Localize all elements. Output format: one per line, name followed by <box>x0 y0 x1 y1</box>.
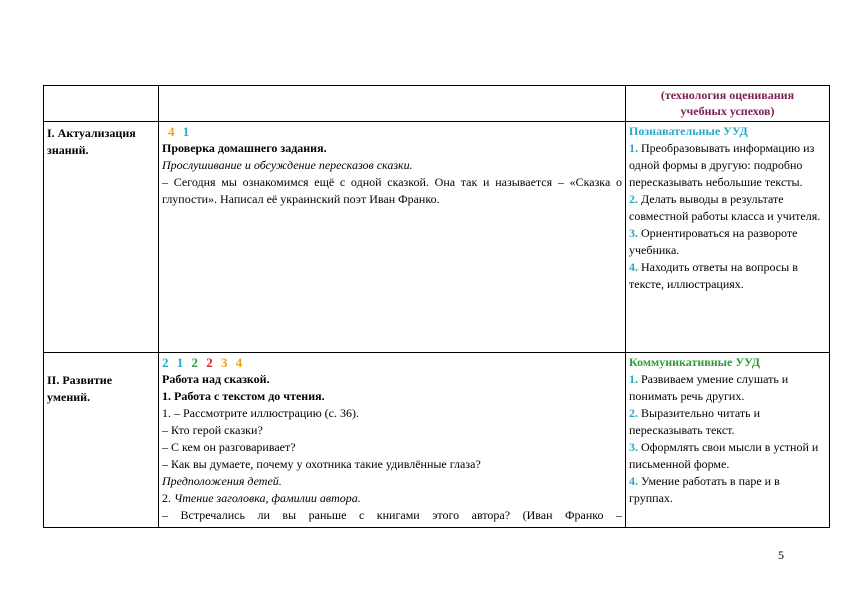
section-title: Проверка домашнего задания. <box>162 141 327 155</box>
uud-item: 4. Умение работать в паре и в группах. <box>629 474 780 505</box>
header-cell-uud <box>626 86 830 122</box>
table-row-development <box>44 353 830 528</box>
lesson-line: – Кто герой сказки? <box>162 423 263 437</box>
section-subtitle: 1. Работа с текстом до чтения. <box>162 389 325 403</box>
uud-cell-communicative <box>626 353 830 528</box>
uud-item: 1. Развиваем умение слушать и понимать речь других. <box>629 372 789 403</box>
assessment-technology-note: (технология оценивания учебных успехов) <box>660 88 795 118</box>
uud-item: 2. Делать выводы в результате совместной работы класса и учителя. <box>629 192 821 223</box>
lesson-line: Предположения детей. <box>162 474 282 488</box>
content-cell-actualization <box>159 122 626 353</box>
uud-item: 3. Ориентироваться на развороте учебника. <box>629 226 798 257</box>
lesson-line: – С кем он разговаривает? <box>162 440 296 454</box>
lesson-line: – Как вы думаете, почему у охотника такие удивлённые глаза? <box>162 457 481 471</box>
section-subtitle: Прослушивание и обсуждение пересказов сказки. <box>162 158 413 172</box>
stage-cell-actualization <box>44 122 159 353</box>
section-title: Работа над сказкой. <box>162 372 270 386</box>
stage-cell-development <box>44 353 159 528</box>
assessment-numbers: 2 1 2 2 3 4 <box>162 355 243 370</box>
content-cell-development <box>159 353 626 528</box>
stage-title: I. Актуализация знаний. <box>47 126 136 157</box>
uud-title: Коммуникативные УУД <box>629 355 761 369</box>
header-cell-content <box>159 86 626 122</box>
table-header-row <box>44 86 830 122</box>
uud-cell-cognitive <box>626 122 830 353</box>
lesson-line: 2. Чтение заголовка, фамилии автора. <box>162 491 361 505</box>
uud-item: 4. Находить ответы на вопросы в тексте, иллюстрациях. <box>629 260 798 291</box>
lesson-line: – Встречались ли вы раньше с книгами этого автора? (Иван Франко – <box>162 508 622 522</box>
uud-title: Познавательные УУД <box>629 124 748 138</box>
header-cell-stage <box>44 86 159 122</box>
teacher-speech: – Сегодня мы ознакомимся ещё с одной сказкой. Она так и называется – «Сказка о глупости». Написал её украинский поэт Иван Франко. <box>162 175 622 206</box>
assessment-numbers: 4 1 <box>168 124 190 139</box>
uud-item: 2. Выразительно читать и пересказывать текст. <box>629 406 761 437</box>
table-row-actualization <box>44 122 830 353</box>
lesson-plan-table <box>43 85 830 528</box>
uud-item: 1. Преобразовывать информацию из одной формы в другую: подробно пересказывать небольшие тексты. <box>629 141 815 189</box>
stage-title: II. Развитие умений. <box>47 373 113 404</box>
uud-item: 3. Оформлять свои мысли в устной и письменной форме. <box>629 440 819 471</box>
page-number: 5 <box>778 548 784 562</box>
lesson-line: 1. – Рассмотрите иллюстрацию (с. 36). <box>162 406 360 420</box>
